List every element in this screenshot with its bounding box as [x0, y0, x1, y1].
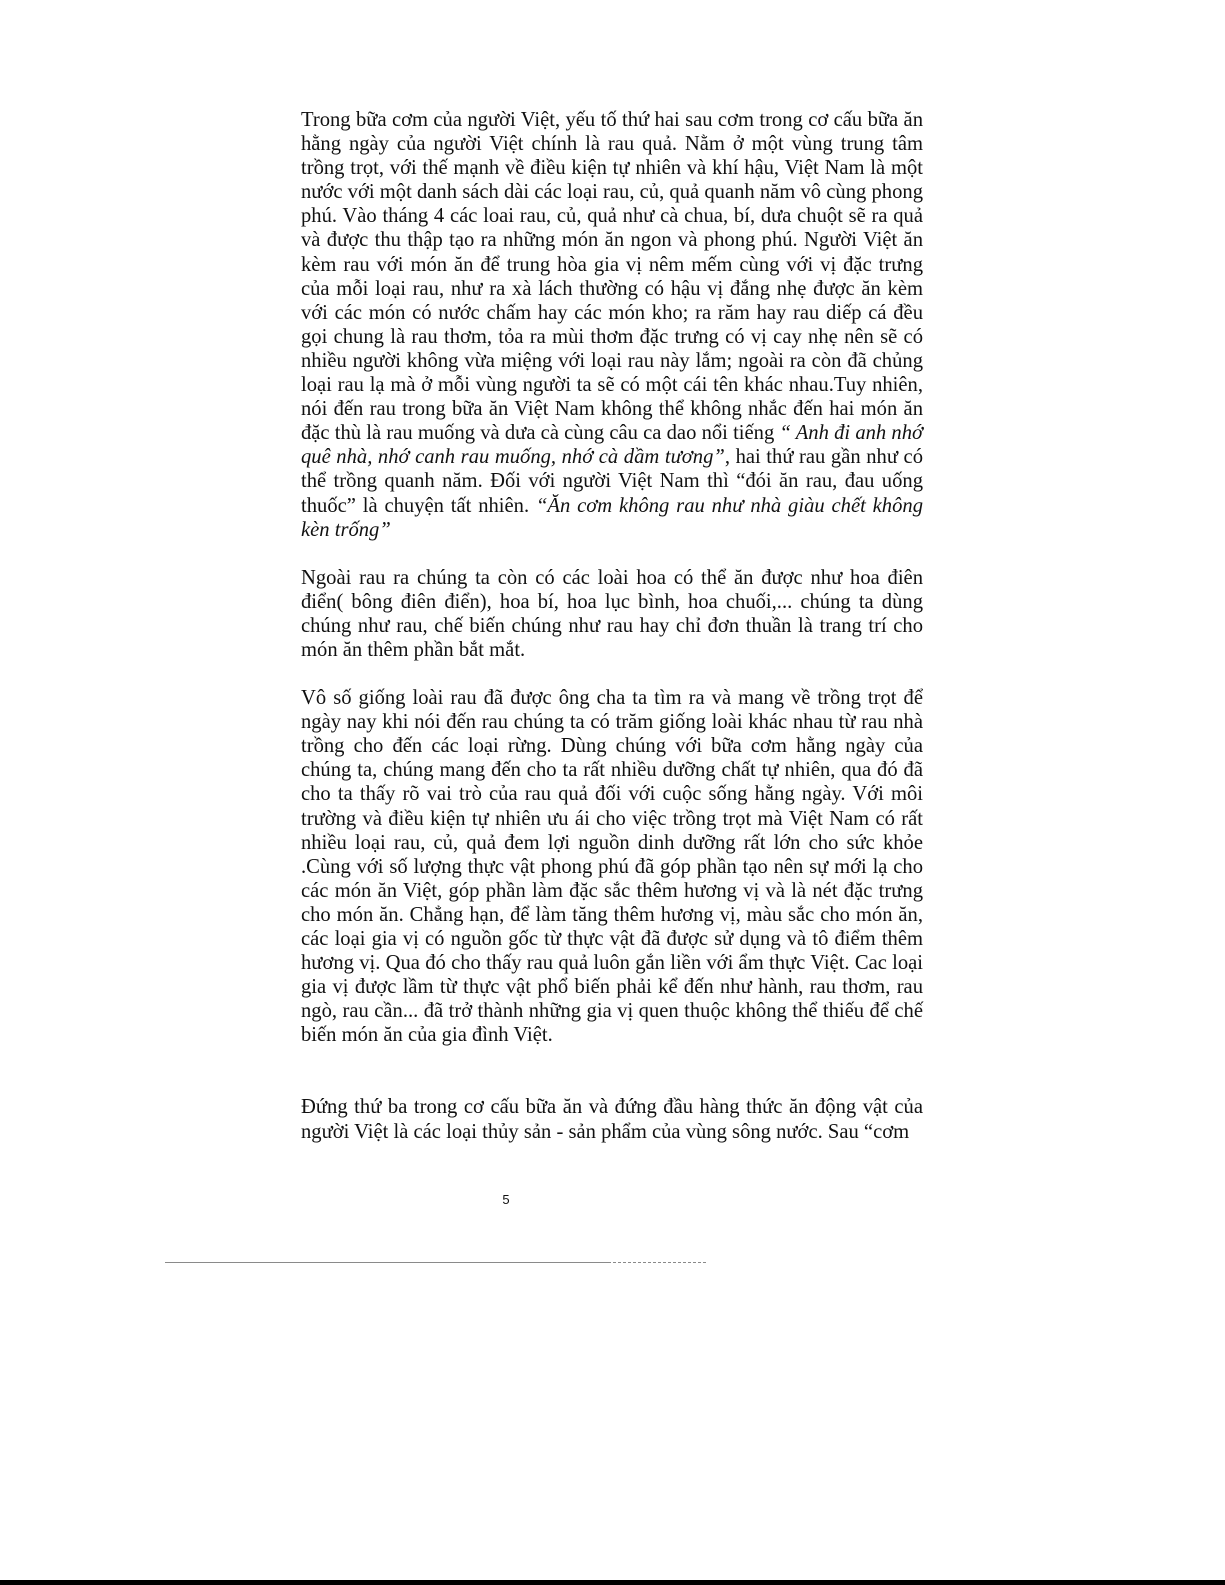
- text-run: Vô số giống loài rau đã được ông cha ta tìm ra và mang về trồng trọt để ngày nay khi nói đến rau chúng ta có trăm giống loài khác nhau từ rau nhà trồng cho đến các loại rừng. Dùng chúng với bữa cơm hằng ngày của chúng ta, chúng mang đến cho ta rất nhiều dưỡng chất tự nhiên, qua đó đã cho ta thấy rõ vai trò của rau quả đối với cuộc sống hằng ngày. Với môi trường và điều kiện tự nhiên ưu ái cho việc trồng trọt mà Việt Nam có rất nhiều loại rau, củ, quả đem lợi nguồn dinh dưỡng rất lớn cho sức khỏe .Cùng với số lượng thực vật phong phú đã góp phần tạo nên sự mới lạ cho các món ăn Việt, góp phần làm đặc sắc thêm hương vị và là nét đặc trưng cho món ăn. Chẳng hạn, để làm tăng thêm hương vị, màu sắc cho món ăn, các loại gia vị có nguồn gốc từ thực vật đã được sử dụng và tô điểm thêm hương vị. Qua đó cho thấy rau quả luôn gắn liền với ẩm thực Việt. Cac loại gia vị được lầm từ thực vật phổ biến phải kể đến như hành, rau thơm, rau ngò, rau cần... đã trở thành những gia vị quen thuộc không thể thiếu để chế biến món ăn của gia đình Việt.: [301, 687, 923, 1047]
- page-bottom-border: [0, 1580, 1225, 1585]
- text-run: Trong bữa cơm của người Việt, yếu tố thứ hai sau cơm trong cơ cấu bữa ăn hằng ngày của người Việt chính là rau quả. Nằm ở một vùng trung tâm trồng trọt, với thế mạnh về điều kiện tự nhiên và khí hậu, Việt Nam là một nước với một danh sách dài các loại rau, củ, quả quanh năm vô cùng phong phú. Vào tháng 4 các loai rau, củ, quả như cà chua, bí, dưa chuột sẽ ra quả và được thu thập tạo ra những món ăn ngon và phong phú. Người Việt ăn kèm rau với món ăn để trung hòa gia vị nêm mếm cùng với vị đặc trưng của mỗi loại rau, như ra xà lách thường có hậu vị đắng nhẹ được ăn kèm với các món có nước chấm hay các món kho; ra răm hay rau diếp cá đều gọi chung là rau thơm, tỏa ra mùi thơm đặc trưng có vị cay nhẹ nên sẽ có nhiều người không vừa miệng với loại rau này lắm; ngoài ra còn đã chủng loại rau lạ mà ở mỗi vùng người ta sẽ có một cái tên khác nhau.Tuy nhiên, nói đến rau trong bữa ăn Việt Nam không thể không nhắc đến hai món ăn đặc thù là rau muống và dưa cà cùng câu ca dao nổi tiếng: [301, 109, 923, 445]
- folk-verse-quote: “ Anh đi anh nhớ quê nhà, nhớ canh rau muống, nhớ cà dầm tương”: [301, 422, 923, 469]
- text-run: Đứng thứ ba trong cơ cấu bữa ăn và đứng đầu hàng thức ăn động vật của người Việt là các loại thủy sản - sản phẩm của vùng sông nước. Sau “cơm: [301, 1096, 923, 1143]
- text-run: , hai thứ rau gần như có thể trồng quanh năm. Đối với người Việt Nam thì “đói ăn rau, đau uống thuốc” là chuyện tất nhiên.: [301, 446, 923, 517]
- footer-divider: [165, 1262, 608, 1263]
- page-number: 5: [502, 1192, 510, 1207]
- paragraph-seafood: [301, 1095, 923, 1143]
- text-run: Ngoài rau ra chúng ta còn có các loài hoa có thể ăn được như hoa điên điển( bông điên điển), hoa bí, hoa lục bình, hoa chuối,... chúng ta dùng chúng như rau, chế biến chúng như rau hay chỉ đơn thuần là trang trí cho món ăn thêm phần bắt mắt.: [301, 566, 923, 661]
- proverb-quote: “Ăn cơm không rau như nhà giàu chết không kèn trống”: [301, 494, 923, 541]
- paragraph-vegetable-varieties: [301, 686, 923, 1047]
- body-text: [301, 108, 923, 1144]
- footer-divider-dashed: [608, 1262, 706, 1263]
- paragraph-edible-flowers: [301, 566, 923, 662]
- paragraph-vegetables: [301, 108, 923, 542]
